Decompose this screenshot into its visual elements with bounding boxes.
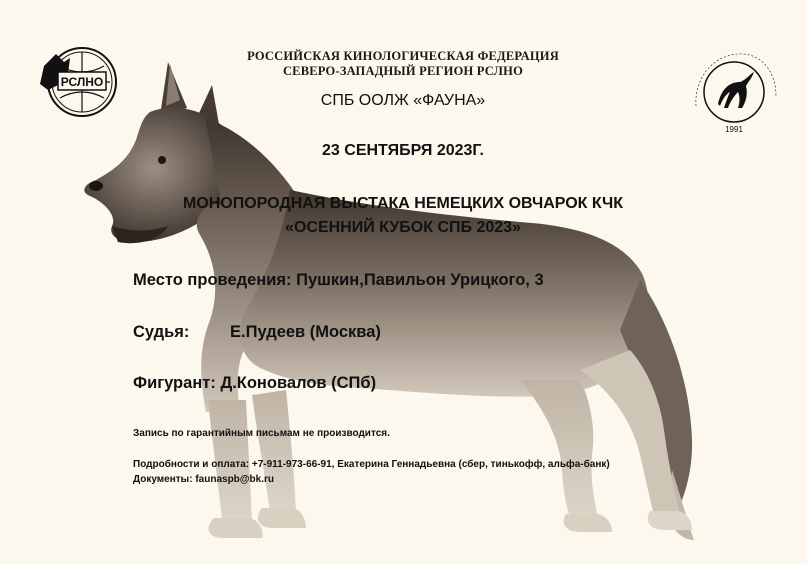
org-title-line2: СЕВЕРО-ЗАПАДНЫЙ РЕГИОН РСЛНО — [282, 64, 524, 78]
event-title-line2: «ОСЕННИЙ КУБОК СПБ 2023» — [285, 219, 521, 236]
event-venue: Место проведения: Пушкин,Павильон Урицкого, 3 — [133, 271, 544, 289]
rkf-logo-icon — [688, 46, 780, 138]
judge-name: Е.Пудеев (Москва) — [230, 323, 381, 341]
event-figurant: Фигурант: Д.Коновалов (СПб) — [133, 374, 377, 392]
event-title-line1: МОНОПОРОДНАЯ ВЫСТАКА НЕМЕЦКИХ ОВЧАРОК КЧК — [182, 195, 624, 212]
rslno-logo-text: РСЛНО — [60, 75, 104, 89]
rkf-logo-year: 1991 — [725, 125, 743, 134]
registration-note: Запись по гарантийным письмам не производится. — [133, 428, 390, 439]
documents-email: Документы: faunaspb@bk.ru — [133, 474, 274, 485]
judge-label: Судья: — [133, 323, 190, 341]
org-title-line1: РОССИЙСКАЯ КИНОЛОГИЧЕСКАЯ ФЕДЕРАЦИЯ — [247, 49, 559, 63]
rslno-logo-icon — [34, 44, 126, 120]
event-date: 23 СЕНТЯБРЯ 2023Г. — [322, 142, 484, 159]
contact-details: Подробности и оплата: +7-911-973-66-91, Екатерина Геннадьевна (сбер, тинькофф, альфа-банк) — [133, 459, 610, 470]
club-name: СПБ ООЛЖ «ФАУНА» — [320, 92, 486, 109]
